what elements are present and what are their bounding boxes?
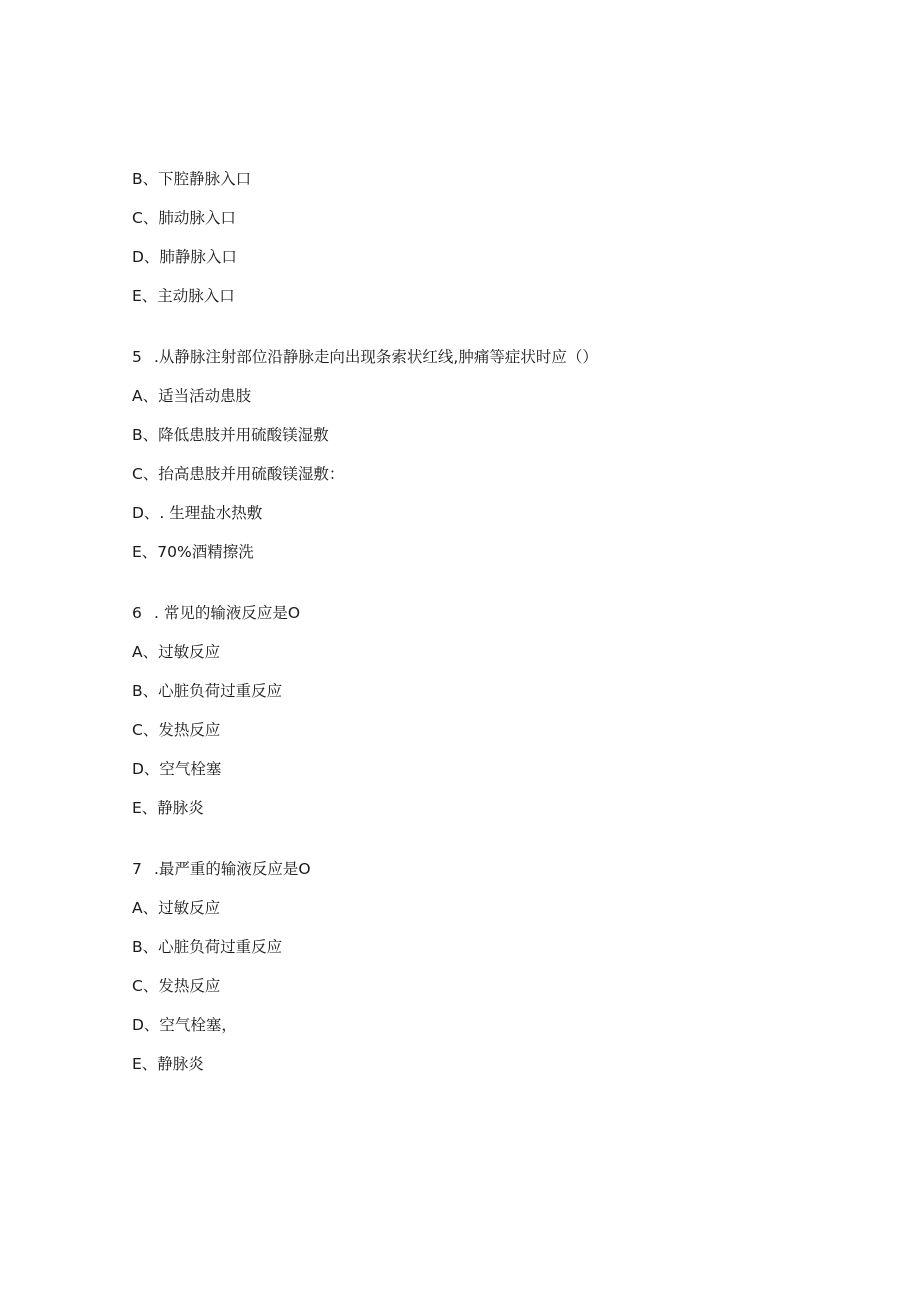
option-q6-e: E、静脉炎 — [132, 799, 204, 817]
option-q6-c: C、发热反应 — [132, 721, 221, 739]
option-q7-a: A、过敏反应 — [132, 899, 221, 917]
option-q5-d: D、. 生理盐水热敷 — [132, 504, 263, 522]
question-5 — [132, 347, 598, 367]
option-q4-b: B、下腔静脉入口 — [132, 170, 252, 188]
option-q7-d: D、空气栓塞， — [132, 1016, 237, 1034]
option-q5-b: B、降低患肢并用硫酸镁湿敷 — [132, 426, 329, 444]
question-number: 5 — [132, 348, 142, 366]
question-stem: .最严重的输液反应是O — [154, 860, 311, 878]
option-q6-d: D、空气栓塞 — [132, 760, 222, 778]
option-q4-d: D、肺静脉入口 — [132, 248, 237, 266]
option-q4-e: E、主动脉入口 — [132, 287, 235, 305]
option-q7-c: C、发热反应 — [132, 977, 221, 995]
option-q5-c: C、抬高患肢并用硫酸镁湿敷： — [132, 465, 345, 483]
option-q4-c: C、肺动脉入口 — [132, 209, 236, 227]
option-q7-e: E、静脉炎 — [132, 1055, 204, 1073]
option-q5-e: E、70%酒精擦洗 — [132, 543, 254, 561]
question-number: 6 — [132, 604, 142, 622]
question-6 — [132, 603, 300, 623]
option-q7-b: B、心脏负荷过重反应 — [132, 938, 283, 956]
question-stem: . 常见的输液反应是O — [154, 604, 301, 622]
question-stem: .从静脉注射部位沿静脉走向出现条索状红线,肿痛等症状时应（） — [154, 348, 598, 366]
option-q5-a: A、适当活动患肢 — [132, 387, 252, 405]
question-number: 7 — [132, 860, 142, 878]
question-7 — [132, 859, 311, 879]
option-q6-a: A、过敏反应 — [132, 643, 221, 661]
option-q6-b: B、心脏负荷过重反应 — [132, 682, 283, 700]
